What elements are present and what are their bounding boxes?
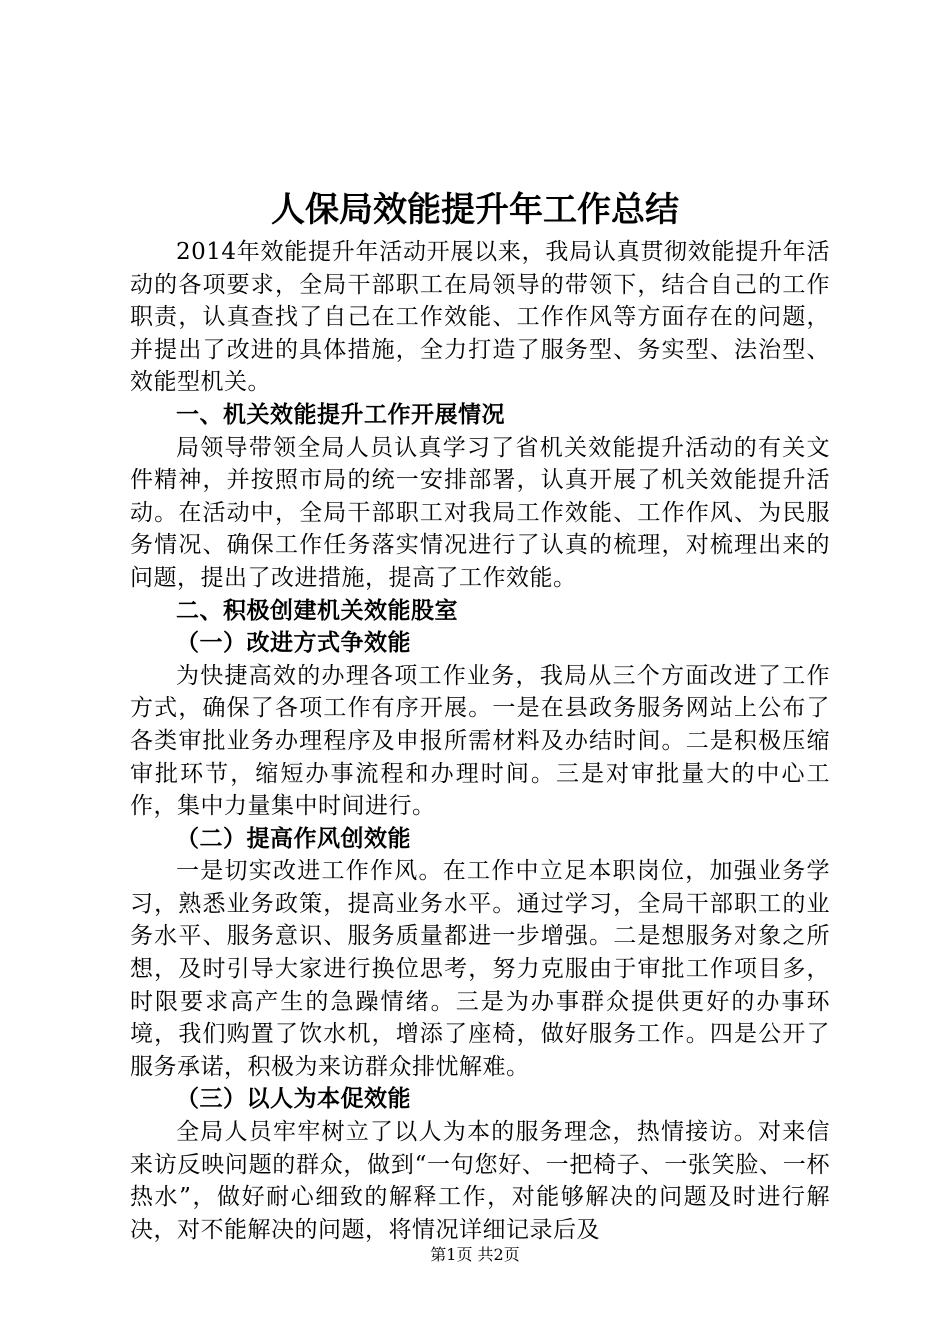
document-title: 人保局效能提升年工作总结 [271,190,679,230]
section-heading-1: 一、机关效能提升工作开展情况 [176,401,505,428]
paragraph-subsection-3: 全局人员牢牢树立了以人为本的服务理念，热情接访。对来信来访反映问题的群众，做到“一句您好、一把椅子、一张笑脸、一杯热水”，做好耐心细致的解释工作，对能够解决的问题及时进行解决，对不能解决的问题，将情况详细记录后及 [130,1119,830,1243]
page-indicator: 第1页 共2页 [430,1245,520,1264]
document-body [130,236,830,1246]
subsection-heading-1: （一）改进方式争效能 [176,630,411,657]
paragraph-subsection-1: 为快捷高效的办理各项工作业务，我局从三个方面改进了工作方式，确保了各项工作有序开展。一是在县政务服务网站上公布了各类审批业务办理程序及申报所需材料及办结时间。二是积极压缩审批环节，缩短办事流程和办理时间。三是对审批量大的中心工作，集中力量集中时间进行。 [130,662,830,820]
paragraph-section-1: 局领导带领全局人员认真学习了省机关效能提升活动的有关文件精神，并按照市局的统一安排部署，认真开展了机关效能提升活动。在活动中，全局干部职工对我局工作效能、工作作风、为民服务情况、确保工作任务落实情况进行了认真的梳理，对梳理出来的问题，提出了改进措施，提高了工作效能。 [130,434,830,591]
section-heading-2: 二、积极创建机关效能股室 [176,597,458,624]
page-footer [0,1243,950,1267]
paragraph-subsection-2: 一是切实改进工作作风。在工作中立足本职岗位，加强业务学习，熟悉业务政策，提高业务水平。通过学习，全局干部职工的业务水平、服务意识、服务质量都进一步增强。二是想服务对象之所想，及时引导大家进行换位思考，努力克服由于审批工作项目多，时限要求高产生的急躁情绪。三是为办事群众提供更好的办事环境，我们购置了饮水机，增添了座椅，做好服务工作。四是公开了服务承诺，积极为来访群众排忧解难。 [130,858,830,1080]
paragraph-intro: 2014年效能提升年活动开展以来，我局认真贯彻效能提升年活动的各项要求，全局干部职工在局领导的带领下，结合自己的工作职责，认真查找了自己在工作效能、工作作风等方面存在的问题，并提出了改进的具体措施，全力打造了服务型、务实型、法治型、效能型机关。 [130,239,830,396]
subsection-heading-2: （二）提高作风创效能 [176,825,411,852]
subsection-heading-3: （三）以人为本促效能 [176,1086,411,1113]
